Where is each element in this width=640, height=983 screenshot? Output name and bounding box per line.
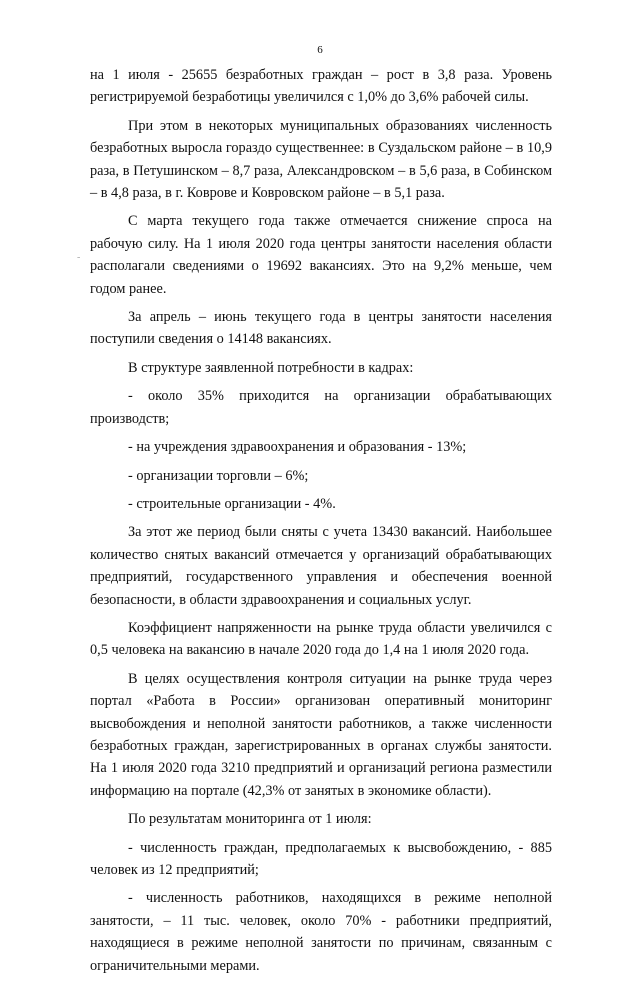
paragraph-demand-decline: С марта текущего года также отмечается снижение спроса на рабочую силу. На 1 июля 2020 года центры занятости населения области располагали сведениями о 19692 вакансиях. Это на 9,2% меньше, чем годом ранее.	[90, 213, 552, 297]
list-item-layoffs: - численность граждан, предполагаемых к высвобождению, - 885 человек из 12 предприятий;	[90, 839, 552, 878]
page-number: 6	[317, 44, 323, 56]
list-item-manufacturing: - около 35% приходится на организации обрабатывающих производств;	[90, 388, 552, 427]
margin-dash: -	[77, 252, 81, 263]
list-item-part-time: - численность работников, находящихся в режиме неполной занятости, – 11 тыс. человек, около 70% - работники предприятий, находящиеся в режиме неполной занятости по причинам, связанным с ограничительными мерами.	[90, 890, 552, 974]
paragraph-monitoring-results: По результатам мониторинга от 1 июля:	[128, 811, 372, 828]
paragraph-municipal-growth: При этом в некоторых муниципальных образованиях численность безработных выросла гораздо существеннее: в Суздальском районе – в 10,9 раза, в Петушинском – 8,7 раза, Александровском – в 5,6 раза, в Собинском – в 4,8 раза, в г. Коврове и Ковровском районе – в 5,1 раза.	[90, 117, 552, 202]
paragraph-removed-vacancies: За этот же период были сняты с учета 13430 вакансий. Наибольшее количество снятых вакансий отмечается у организаций обрабатывающих предприятий, государственного управления и обеспечения военной безопасности, в области здравоохранения и социальных услуг.	[90, 524, 552, 608]
paragraph-received-vacancies: За апрель – июнь текущего года в центры занятости населения поступили сведения о 14148 вакансиях.	[90, 309, 552, 348]
list-item-trade: - организации торговли – 6%;	[128, 467, 309, 484]
paragraph-unemployed-count: на 1 июля - 25655 безработных граждан – рост в 3,8 раза. Уровень регистрируемой безработицы увеличился с 1,0% до 3,6% рабочей силы.	[90, 67, 552, 106]
paragraph-monitoring-portal: В целях осуществления контроля ситуации на рынке труда через портал «Работа в России» организован оперативный мониторинг высвобождения и неполной занятости работников, а также численности безработных граждан, зарегистрированных в органах службы занятости. На 1 июля 2020 года 3210 предприятий и организаций региона разместили информацию на портале (42,3% от занятых в экономике области).	[90, 670, 552, 799]
list-item-construction: - строительные организации - 4%.	[128, 495, 336, 512]
paragraph-structure-intro: В структуре заявленной потребности в кадрах:	[128, 359, 414, 376]
document-body	[90, 64, 552, 983]
list-item-health-education: - на учреждения здравоохранения и образования - 13%;	[128, 439, 467, 456]
paragraph-tension-coefficient: Коэффициент напряженности на рынке труда области увеличился с 0,5 человека на вакансию в начале 2020 года до 1,4 на 1 июля 2020 года.	[90, 619, 552, 659]
